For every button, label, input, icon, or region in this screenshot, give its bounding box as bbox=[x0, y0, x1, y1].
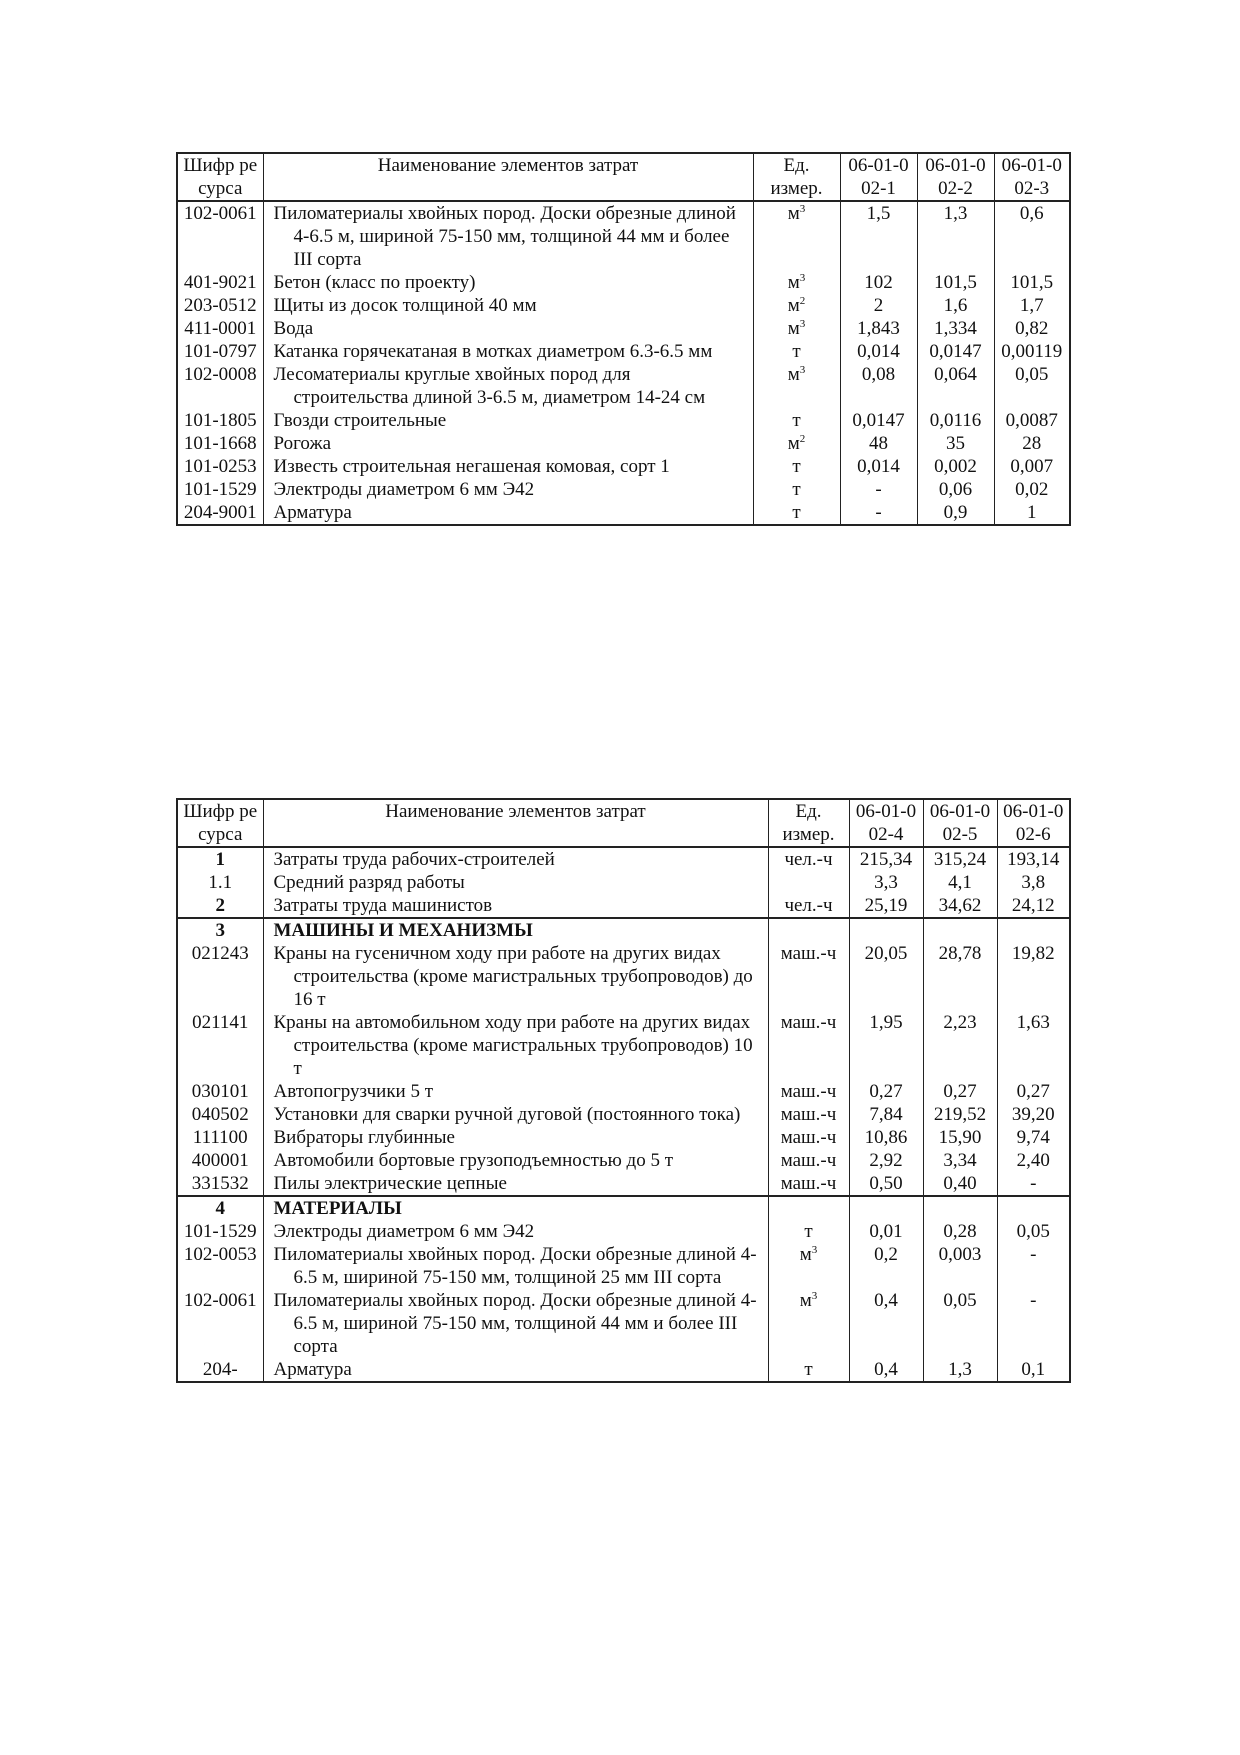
unit-text: т bbox=[792, 456, 801, 477]
table-row bbox=[177, 1011, 1070, 1080]
unit-exponent: 3 bbox=[811, 1290, 818, 1302]
norm-value: 0,08 bbox=[840, 363, 917, 409]
norm-value: 0,27 bbox=[849, 1080, 923, 1103]
unit-text: чел.-ч bbox=[784, 849, 833, 870]
norm-value: 0,0147 bbox=[917, 340, 994, 363]
table-row bbox=[177, 918, 1070, 942]
resource-code: 021141 bbox=[177, 1011, 263, 1080]
norm-value bbox=[997, 1196, 1070, 1220]
unit-text: маш.-ч bbox=[780, 1127, 837, 1148]
unit bbox=[768, 1196, 849, 1220]
table-row bbox=[177, 409, 1070, 432]
unit bbox=[768, 871, 849, 894]
cost-element-name: Электроды диаметром 6 мм Э42 bbox=[263, 1220, 768, 1243]
unit-text: т bbox=[792, 410, 801, 431]
unit bbox=[753, 501, 840, 525]
norm-value: 0,01 bbox=[849, 1220, 923, 1243]
norm-value: 0,27 bbox=[997, 1080, 1070, 1103]
cost-element-name: Гвозди строительные bbox=[263, 409, 753, 432]
unit bbox=[768, 1220, 849, 1243]
resource-code: 030101 bbox=[177, 1080, 263, 1103]
norm-value: 1 bbox=[994, 501, 1070, 525]
norm-value: 1,7 bbox=[994, 294, 1070, 317]
table-row bbox=[177, 1080, 1070, 1103]
table-row bbox=[177, 847, 1070, 871]
resource-code: 1.1 bbox=[177, 871, 263, 894]
cost-element-name: Автопогрузчики 5 т bbox=[263, 1080, 768, 1103]
resource-code: 101-0797 bbox=[177, 340, 263, 363]
norm-value: 193,14 bbox=[997, 847, 1070, 871]
norm-value: 1,6 bbox=[917, 294, 994, 317]
resource-code: 400001 bbox=[177, 1149, 263, 1172]
norm-value: 215,34 bbox=[849, 847, 923, 871]
norm-value: 0,28 bbox=[923, 1220, 997, 1243]
resource-code: 102-0053 bbox=[177, 1243, 263, 1289]
table-row bbox=[177, 894, 1070, 918]
cost-element-name: Затраты труда рабочих-строителей bbox=[263, 847, 768, 871]
norm-value: 15,90 bbox=[923, 1126, 997, 1149]
norm-value: 28 bbox=[994, 432, 1070, 455]
table-row bbox=[177, 294, 1070, 317]
unit bbox=[768, 1172, 849, 1196]
table-2-clip bbox=[0, 798, 1240, 1610]
unit bbox=[753, 409, 840, 432]
cost-element-name: Пиломатериалы хвойных пород. Доски обрезные длиной 4-6.5 м, шириной 75-150 мм, толщиной 44 мм и более III сорта bbox=[263, 201, 753, 271]
table-row bbox=[177, 363, 1070, 409]
norm-value: 0,2 bbox=[849, 1243, 923, 1289]
norm-value: 2 bbox=[840, 294, 917, 317]
unit bbox=[768, 1358, 849, 1382]
cost-element-name: Вода bbox=[263, 317, 753, 340]
unit-text: т bbox=[792, 341, 801, 362]
cost-element-name: Средний разряд работы bbox=[263, 871, 768, 894]
norm-value: 0,0087 bbox=[994, 409, 1070, 432]
norm-value: - bbox=[840, 478, 917, 501]
resource-code: 102-0061 bbox=[177, 201, 263, 271]
unit bbox=[753, 317, 840, 340]
norm-value bbox=[923, 918, 997, 942]
table-row bbox=[177, 271, 1070, 294]
cost-element-name: Вибраторы глубинные bbox=[263, 1126, 768, 1149]
norm-value: 0,4 bbox=[849, 1358, 923, 1382]
table-row bbox=[177, 317, 1070, 340]
norm-value: 0,82 bbox=[994, 317, 1070, 340]
norm-value: - bbox=[997, 1243, 1070, 1289]
header-unit: Ед. измер. bbox=[768, 799, 849, 847]
norm-value: 0,27 bbox=[923, 1080, 997, 1103]
header-code: Шифр ресурса bbox=[177, 799, 263, 847]
cost-element-name: Краны на автомобильном ходу при работе на других видах строительства (кроме магистральных трубопроводов) 10 т bbox=[263, 1011, 768, 1080]
cost-element-name: МАШИНЫ И МЕХАНИЗМЫ bbox=[263, 918, 768, 942]
table-row bbox=[177, 1220, 1070, 1243]
header-col: 06-01-002-6 bbox=[997, 799, 1070, 847]
cost-element-name: Щиты из досок толщиной 40 мм bbox=[263, 294, 753, 317]
norm-value bbox=[849, 918, 923, 942]
norm-value: 219,52 bbox=[923, 1103, 997, 1126]
unit bbox=[768, 918, 849, 942]
norm-value: 3,34 bbox=[923, 1149, 997, 1172]
resource-code: 102-0061 bbox=[177, 1289, 263, 1358]
norm-value: 101,5 bbox=[917, 271, 994, 294]
norm-value: 0,05 bbox=[997, 1220, 1070, 1243]
norm-value: 39,20 bbox=[997, 1103, 1070, 1126]
table-row bbox=[177, 455, 1070, 478]
unit bbox=[768, 1011, 849, 1080]
table-row bbox=[177, 340, 1070, 363]
resource-code: 101-1529 bbox=[177, 1220, 263, 1243]
unit bbox=[753, 455, 840, 478]
unit bbox=[768, 942, 849, 1011]
header-col: 06-01-002-5 bbox=[923, 799, 997, 847]
unit-text: маш.-ч bbox=[780, 1150, 837, 1171]
table-row bbox=[177, 871, 1070, 894]
norm-value: 20,05 bbox=[849, 942, 923, 1011]
norm-value: - bbox=[840, 501, 917, 525]
norm-value: 1,334 bbox=[917, 317, 994, 340]
table-row bbox=[177, 1196, 1070, 1220]
table-row bbox=[177, 432, 1070, 455]
norm-value: 0,02 bbox=[994, 478, 1070, 501]
norm-value: 0,014 bbox=[840, 340, 917, 363]
table-row bbox=[177, 1289, 1070, 1358]
norm-value: 0,6 bbox=[994, 201, 1070, 271]
norm-value: 0,064 bbox=[917, 363, 994, 409]
unit-text: м bbox=[787, 203, 800, 224]
norm-value: 2,92 bbox=[849, 1149, 923, 1172]
norm-value: 48 bbox=[840, 432, 917, 455]
unit-exponent: 3 bbox=[799, 203, 806, 215]
resource-code: 1 bbox=[177, 847, 263, 871]
norm-value: - bbox=[997, 1172, 1070, 1196]
norm-value: 1,5 bbox=[840, 201, 917, 271]
resource-code: 3 bbox=[177, 918, 263, 942]
cost-element-name: Известь строительная негашеная комовая, сорт 1 bbox=[263, 455, 753, 478]
norm-value: 1,95 bbox=[849, 1011, 923, 1080]
norm-value: 1,3 bbox=[923, 1358, 997, 1382]
norm-value: 0,4 bbox=[849, 1289, 923, 1358]
cost-element-name: Арматура bbox=[263, 1358, 768, 1382]
norm-value bbox=[997, 918, 1070, 942]
unit bbox=[753, 363, 840, 409]
norm-value: 102 bbox=[840, 271, 917, 294]
unit-exponent: 2 bbox=[799, 433, 806, 445]
norm-value: 101,5 bbox=[994, 271, 1070, 294]
unit-exponent: 3 bbox=[799, 318, 806, 330]
unit-exponent: 2 bbox=[799, 295, 806, 307]
norm-value: 0,40 bbox=[923, 1172, 997, 1196]
norm-value: 3,3 bbox=[849, 871, 923, 894]
unit bbox=[768, 847, 849, 871]
norm-value: 2,40 bbox=[997, 1149, 1070, 1172]
unit-text: маш.-ч bbox=[780, 943, 837, 964]
table-row bbox=[177, 942, 1070, 1011]
header-name: Наименование элементов затрат bbox=[263, 153, 753, 201]
unit-text: м bbox=[787, 364, 800, 385]
header-col: 06-01-002-4 bbox=[849, 799, 923, 847]
cost-element-name: Электроды диаметром 6 мм Э42 bbox=[263, 478, 753, 501]
unit-text: м bbox=[787, 272, 800, 293]
unit-text: м bbox=[799, 1290, 812, 1311]
norm-value: 35 bbox=[917, 432, 994, 455]
unit-text: м bbox=[787, 295, 800, 316]
norm-value: 1,3 bbox=[917, 201, 994, 271]
cost-element-name: Пиломатериалы хвойных пород. Доски обрезные длиной 4-6.5 м, шириной 75-150 мм, толщиной 25 мм III сорта bbox=[263, 1243, 768, 1289]
unit-text: т bbox=[792, 479, 801, 500]
unit bbox=[768, 1126, 849, 1149]
unit-text: м bbox=[787, 318, 800, 339]
cost-element-name: Краны на гусеничном ходу при работе на других видах строительства (кроме магистральных трубопроводов) до 16 т bbox=[263, 942, 768, 1011]
resource-code: 2 bbox=[177, 894, 263, 918]
cost-element-name: Бетон (класс по проекту) bbox=[263, 271, 753, 294]
resource-code: 4 bbox=[177, 1196, 263, 1220]
unit bbox=[753, 340, 840, 363]
unit-text: маш.-ч bbox=[780, 1104, 837, 1125]
header-col: 06-01-002-2 bbox=[917, 153, 994, 201]
unit bbox=[753, 201, 840, 271]
norm-value: 0,9 bbox=[917, 501, 994, 525]
cost-element-name: Автомобили бортовые грузоподъемностью до 5 т bbox=[263, 1149, 768, 1172]
unit bbox=[768, 894, 849, 918]
unit bbox=[753, 271, 840, 294]
table-row bbox=[177, 1358, 1070, 1382]
header-name: Наименование элементов затрат bbox=[263, 799, 768, 847]
header-col: 06-01-002-1 bbox=[840, 153, 917, 201]
resource-code: 204- bbox=[177, 1358, 263, 1382]
cost-element-name: Пилы электрические цепные bbox=[263, 1172, 768, 1196]
table-row bbox=[177, 1149, 1070, 1172]
norm-value: 315,24 bbox=[923, 847, 997, 871]
unit-text: маш.-ч bbox=[780, 1081, 837, 1102]
norm-value: 0,05 bbox=[923, 1289, 997, 1358]
unit bbox=[753, 432, 840, 455]
norm-value: 0,007 bbox=[994, 455, 1070, 478]
norm-value: 1,63 bbox=[997, 1011, 1070, 1080]
cost-element-name: Рогожа bbox=[263, 432, 753, 455]
resource-code: 101-0253 bbox=[177, 455, 263, 478]
resource-code: 111100 bbox=[177, 1126, 263, 1149]
resource-code: 204-9001 bbox=[177, 501, 263, 525]
unit-text: т bbox=[804, 1359, 813, 1380]
table-row bbox=[177, 1172, 1070, 1196]
table-row bbox=[177, 201, 1070, 271]
norm-value: 0,00119 bbox=[994, 340, 1070, 363]
header-code: Шифр ресурса bbox=[177, 153, 263, 201]
resource-code: 203-0512 bbox=[177, 294, 263, 317]
norm-value: 9,74 bbox=[997, 1126, 1070, 1149]
norm-value: 10,86 bbox=[849, 1126, 923, 1149]
resource-code: 040502 bbox=[177, 1103, 263, 1126]
table-row bbox=[177, 478, 1070, 501]
resource-code: 101-1668 bbox=[177, 432, 263, 455]
cost-element-name: Затраты труда машинистов bbox=[263, 894, 768, 918]
unit bbox=[753, 294, 840, 317]
norm-value: 2,23 bbox=[923, 1011, 997, 1080]
unit-text: маш.-ч bbox=[780, 1012, 837, 1033]
header-unit: Ед. измер. bbox=[753, 153, 840, 201]
norm-value: 0,50 bbox=[849, 1172, 923, 1196]
cost-element-name: Лесоматериалы круглые хвойных пород для строительства длиной 3-6.5 м, диаметром 14-24 см bbox=[263, 363, 753, 409]
norm-value: 0,003 bbox=[923, 1243, 997, 1289]
cost-element-name: Пиломатериалы хвойных пород. Доски обрезные длиной 4-6.5 м, шириной 75-150 мм, толщиной 44 мм и более III сорта bbox=[263, 1289, 768, 1358]
norm-value: 0,014 bbox=[840, 455, 917, 478]
unit bbox=[768, 1103, 849, 1126]
unit-exponent: 3 bbox=[811, 1244, 818, 1256]
unit-text: м bbox=[799, 1244, 812, 1265]
norm-value: 1,843 bbox=[840, 317, 917, 340]
unit-text: чел.-ч bbox=[784, 895, 833, 916]
norm-value: 0,0147 bbox=[840, 409, 917, 432]
resource-table-1 bbox=[176, 152, 1071, 526]
resource-code: 411-0001 bbox=[177, 317, 263, 340]
resource-code: 101-1805 bbox=[177, 409, 263, 432]
norm-value bbox=[923, 1196, 997, 1220]
norm-value: 0,002 bbox=[917, 455, 994, 478]
cost-element-name: МАТЕРИАЛЫ bbox=[263, 1196, 768, 1220]
unit bbox=[753, 478, 840, 501]
unit-text: м bbox=[787, 433, 800, 454]
unit-text: маш.-ч bbox=[780, 1173, 837, 1194]
unit bbox=[768, 1243, 849, 1289]
unit bbox=[768, 1080, 849, 1103]
table-row bbox=[177, 501, 1070, 525]
cost-element-name: Арматура bbox=[263, 501, 753, 525]
norm-value: 0,05 bbox=[994, 363, 1070, 409]
unit-exponent: 3 bbox=[799, 272, 806, 284]
resource-code: 101-1529 bbox=[177, 478, 263, 501]
resource-code: 401-9021 bbox=[177, 271, 263, 294]
norm-value: 0,0116 bbox=[917, 409, 994, 432]
norm-value: 19,82 bbox=[997, 942, 1070, 1011]
norm-value: 4,1 bbox=[923, 871, 997, 894]
resource-code: 021243 bbox=[177, 942, 263, 1011]
unit bbox=[768, 1149, 849, 1172]
unit-text: т bbox=[792, 502, 801, 523]
cost-element-name: Установки для сварки ручной дуговой (постоянного тока) bbox=[263, 1103, 768, 1126]
norm-value: 24,12 bbox=[997, 894, 1070, 918]
resource-table-2 bbox=[176, 798, 1071, 1383]
norm-value bbox=[849, 1196, 923, 1220]
table-row bbox=[177, 1103, 1070, 1126]
header-col: 06-01-002-3 bbox=[994, 153, 1070, 201]
resource-code: 331532 bbox=[177, 1172, 263, 1196]
norm-value: 7,84 bbox=[849, 1103, 923, 1126]
norm-value: 3,8 bbox=[997, 871, 1070, 894]
norm-value: 34,62 bbox=[923, 894, 997, 918]
table-row bbox=[177, 1243, 1070, 1289]
unit bbox=[768, 1289, 849, 1358]
norm-value: 0,1 bbox=[997, 1358, 1070, 1382]
table-row bbox=[177, 1126, 1070, 1149]
cost-element-name: Катанка горячекатаная в мотках диаметром 6.3-6.5 мм bbox=[263, 340, 753, 363]
unit-text: т bbox=[804, 1221, 813, 1242]
norm-value: 25,19 bbox=[849, 894, 923, 918]
norm-value: 0,06 bbox=[917, 478, 994, 501]
norm-value: 28,78 bbox=[923, 942, 997, 1011]
norm-value: - bbox=[997, 1289, 1070, 1358]
unit-exponent: 3 bbox=[799, 364, 806, 376]
resource-code: 102-0008 bbox=[177, 363, 263, 409]
